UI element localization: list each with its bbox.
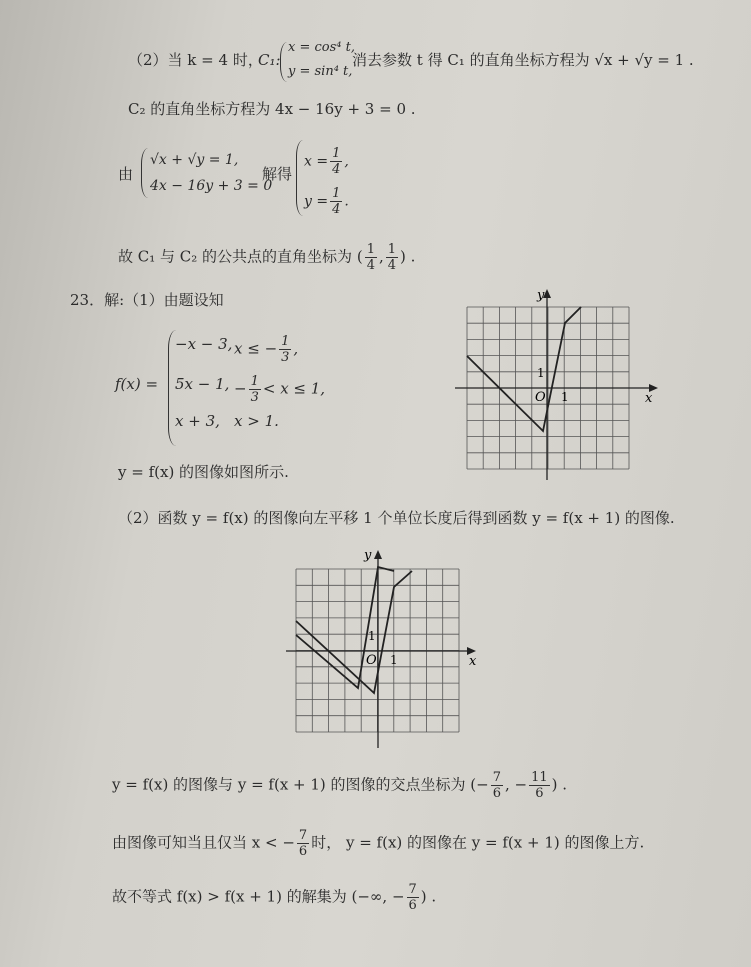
common-point-line xyxy=(118,242,415,273)
common-point-sep: , xyxy=(378,247,384,266)
piecewise-fx: f(x) = xyxy=(115,375,159,393)
graph2-tick-y1: 1 xyxy=(368,629,376,643)
common-point-frac2 xyxy=(386,242,398,273)
case2-cond-pre: − xyxy=(234,379,247,398)
graph1-origin: O xyxy=(535,390,546,405)
condition-tail: 时， y = f(x) 的图像在 y = f(x + 1) 的图像上方. xyxy=(311,833,645,852)
condition-fraction xyxy=(297,828,309,859)
intersection-end: ) . xyxy=(551,775,568,794)
solution-x-numerator: 1 xyxy=(332,146,341,161)
common-point-den2: 4 xyxy=(387,258,397,273)
case1-fraction xyxy=(279,334,291,365)
solution-x xyxy=(304,146,349,177)
c1-cartesian-text: 消去参数 t 得 C₁ 的直角坐标方程为 √x + √y = 1 . xyxy=(352,51,694,69)
c1-y-equation: y = sin⁴ t, xyxy=(288,64,353,79)
case3-expr: x + 3, xyxy=(175,412,220,430)
solution-y-denominator: 4 xyxy=(332,202,341,217)
part2-intro-text: （2）当 k = 4 时， xyxy=(128,51,263,69)
common-point-num1: 1 xyxy=(366,242,375,257)
intersection-frac1 xyxy=(491,770,503,801)
graph2-f-and-shift xyxy=(286,545,486,750)
condition-line xyxy=(112,828,644,859)
c1-x-equation: x = cos⁴ t, xyxy=(288,40,355,55)
system-eq1: √x + √y = 1, xyxy=(150,152,239,168)
solution-y xyxy=(304,186,349,217)
case3-cond: x > 1. xyxy=(234,412,279,430)
solve-jiede: 解得 xyxy=(262,165,293,183)
common-point-end: ) . xyxy=(400,247,416,266)
system-brace xyxy=(141,148,148,198)
case2-fraction xyxy=(249,374,261,405)
intersection-frac2 xyxy=(529,770,550,801)
conclusion-text: 故不等式 f(x) > f(x + 1) 的解集为 (−∞, − xyxy=(112,887,405,906)
graph2-origin: O xyxy=(366,653,377,668)
common-point-frac1 xyxy=(365,242,377,273)
graph1-tick-y1: 1 xyxy=(537,366,545,380)
system-eq2: 4x − 16y + 3 = 0 xyxy=(150,178,273,194)
c2-equation-line: C₂ 的直角坐标方程为 4x − 16y + 3 = 0 . xyxy=(128,100,416,118)
solution-x-fraction xyxy=(330,146,342,177)
c1-brace xyxy=(280,42,287,82)
conclusion-line xyxy=(112,882,436,913)
case2-expr: 5x − 1, xyxy=(175,375,230,393)
common-point-num2: 1 xyxy=(387,242,397,257)
intersection-den2: 6 xyxy=(535,786,544,801)
graph-caption: y = f(x) 的图像如图所示. xyxy=(118,463,289,481)
case2-denominator: 3 xyxy=(250,390,259,405)
part2-shift-line: （2）函数 y = f(x) 的图像向左平移 1 个单位长度后得到函数 y = f(x + 1) 的图像. xyxy=(118,509,675,527)
intersection-text: y = f(x) 的图像与 y = f(x + 1) 的图像的交点坐标为 (− xyxy=(112,775,489,794)
intersection-num2: 11 xyxy=(531,770,548,785)
solution-y-numerator: 1 xyxy=(332,186,341,201)
case1-denominator: 3 xyxy=(281,350,290,365)
solution-y-label: y = xyxy=(304,193,329,210)
solution-x-denominator: 4 xyxy=(332,162,341,177)
solution-brace xyxy=(296,140,303,216)
solution-y-fraction xyxy=(330,186,342,217)
case2-cond xyxy=(234,374,325,405)
conclusion-fraction xyxy=(407,882,419,913)
solve-you: 由 xyxy=(118,165,134,183)
graph2-y-arrow xyxy=(374,550,382,559)
graph2-y-label: y xyxy=(364,548,372,563)
c1-label: C₁: xyxy=(258,51,281,69)
case1-cond xyxy=(234,334,298,365)
case1-cond-text: x ≤ − xyxy=(234,339,278,358)
condition-den: 6 xyxy=(298,844,308,859)
case1-expr: −x − 3, xyxy=(175,335,233,353)
condition-num: 7 xyxy=(298,828,308,843)
solution-x-label: x = xyxy=(304,153,329,170)
conclusion-num: 7 xyxy=(408,882,417,897)
intersection-sep: , − xyxy=(505,775,528,794)
case1-end: , xyxy=(293,339,299,358)
graph2-f-curve xyxy=(296,571,412,693)
problem23-header: 23．解:（1）由题设知 xyxy=(70,291,224,309)
common-point-text: 故 C₁ 与 C₂ 的公共点的直角坐标为 ( xyxy=(118,247,363,266)
intersection-line xyxy=(112,770,567,801)
graph1-y-label: y xyxy=(537,288,545,303)
graph2-tick-x1: 1 xyxy=(390,653,398,667)
case2-numerator: 1 xyxy=(250,374,259,389)
case2-cond-post: < x ≤ 1, xyxy=(262,379,326,398)
graph1-f-of-x xyxy=(455,285,665,480)
intersection-num1: 7 xyxy=(492,770,502,785)
condition-text: 由图像可知当且仅当 x < − xyxy=(112,833,295,852)
solution-y-end: . xyxy=(344,193,349,210)
intersection-den1: 6 xyxy=(492,786,502,801)
graph1-x-label: x xyxy=(645,391,653,406)
conclusion-end: ) . xyxy=(420,887,437,906)
case1-numerator: 1 xyxy=(281,334,290,349)
common-point-den1: 4 xyxy=(366,258,375,273)
solution-x-end: , xyxy=(344,153,349,170)
graph1-tick-x1: 1 xyxy=(561,390,569,404)
part2-intro xyxy=(128,50,263,70)
graph2-x-label: x xyxy=(469,654,477,669)
conclusion-den: 6 xyxy=(408,898,417,913)
